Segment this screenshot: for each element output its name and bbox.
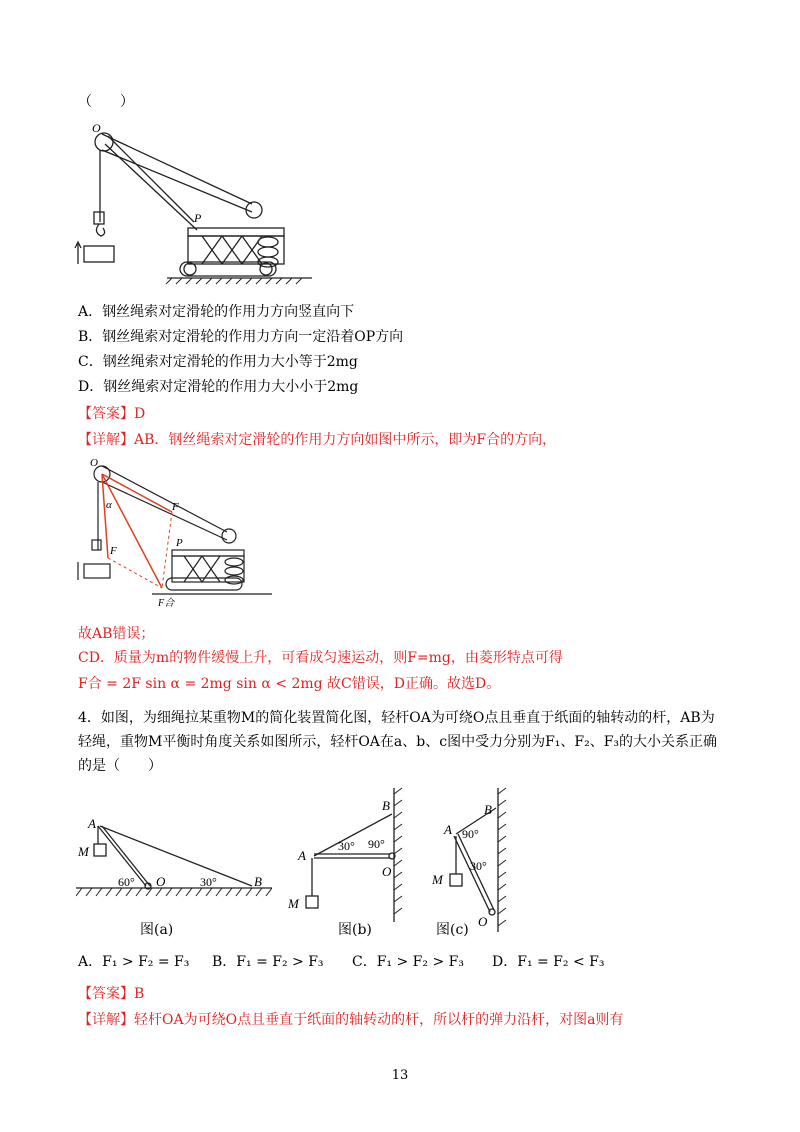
q3-formula: F合 = 2F sin α = 2mg sin α < 2mg 故C错误，D正确。故选D。 (78, 676, 501, 692)
crane-figure (72, 112, 332, 292)
label-P: P (194, 211, 202, 225)
q4-figure-b (282, 784, 412, 924)
figb-label-B: B (382, 798, 390, 813)
q4-option-c: C．F₁ > F₂ > F₃ (352, 954, 464, 970)
q4-stem-3: 的是（ ） (78, 758, 162, 774)
fig2-label-Fhe: F合 (158, 598, 175, 609)
fig2-label-alpha: α (106, 499, 112, 511)
figa-label-30: 30° (200, 875, 217, 889)
figc-label-M: M (432, 872, 443, 887)
figc-label-90: 90° (462, 827, 479, 841)
q3-blank: （ ） (78, 94, 134, 110)
figc-label-A: A (444, 822, 452, 837)
q4-caption-c: 图(c) (436, 922, 469, 938)
q3-wrong-ab: 故AB错误； (78, 626, 155, 642)
q4-caption-b: 图(b) (338, 922, 372, 938)
figb-label-M: M (288, 896, 299, 911)
fig2-label-P: P (176, 537, 183, 549)
figc-label-30: 30° (470, 859, 487, 873)
q4-caption-a: 图(a) (140, 922, 174, 938)
figb-label-30: 30° (338, 839, 355, 853)
q4-option-d: D．F₁ = F₂ < F₃ (492, 954, 605, 970)
q3-option-c: C．钢丝绳索对定滑轮的作用力大小等于2mg (78, 354, 358, 370)
label-O: O (92, 121, 101, 135)
fig2-label-F-top: F (172, 501, 179, 513)
fig2-label-F-left: F (110, 545, 117, 557)
figa-label-A: A (88, 816, 96, 831)
fig2-label-O: O (90, 457, 98, 469)
q3-option-a: A．钢丝绳索对定滑轮的作用力方向竖直向下 (78, 304, 355, 320)
figa-label-60: 60° (118, 875, 135, 889)
figb-label-90: 90° (368, 837, 385, 851)
q3-option-b: B．钢丝绳索对定滑轮的作用力方向一定沿着OP方向 (78, 329, 404, 345)
crane-force-figure (72, 452, 312, 616)
figb-label-A: A (298, 848, 306, 863)
q4-figure-c (428, 784, 518, 934)
q4-option-a: A．F₁ > F₂ = F₃ (78, 954, 190, 970)
q3-answer: 【答案】D (78, 406, 146, 422)
figa-label-B: B (254, 874, 262, 889)
q4-figure-a (76, 808, 272, 908)
figa-label-M: M (78, 844, 89, 859)
q4-stem-1: 4．如图，为细绳拉某重物M的简化装置简化图，轻杆OA为可绕O点且垂直于纸面的轴转动的杆，AB为 (78, 710, 715, 726)
figa-label-O: O (156, 874, 166, 889)
q3-option-d: D．钢丝绳索对定滑轮的作用力大小小于2mg (78, 379, 359, 395)
page-number: 13 (391, 1068, 409, 1083)
figb-label-O: O (382, 864, 392, 879)
figc-label-O: O (478, 914, 488, 929)
q4-option-b: B．F₁ = F₂ > F₃ (212, 954, 324, 970)
q4-detail: 【详解】轻杆OA为可绕O点且垂直于纸面的轴转动的杆，所以杆的弹力沿杆，对图a则有 (78, 1012, 624, 1028)
q3-detail: 【详解】AB．钢丝绳索对定滑轮的作用力方向如图中所示，即为F合的方向， (78, 432, 557, 448)
figc-label-B: B (484, 802, 492, 817)
q4-stem-2: 轻绳，重物M平衡时角度关系如图所示，轻杆OA在a、b、c图中受力分别为F₁、F₂、F₃的大小关系正确 (78, 734, 718, 750)
q3-cd-line: CD．质量为m的物件缓慢上升，可看成匀速运动，则F=mg，由菱形特点可得 (78, 650, 563, 666)
q4-answer: 【答案】B (78, 986, 145, 1002)
